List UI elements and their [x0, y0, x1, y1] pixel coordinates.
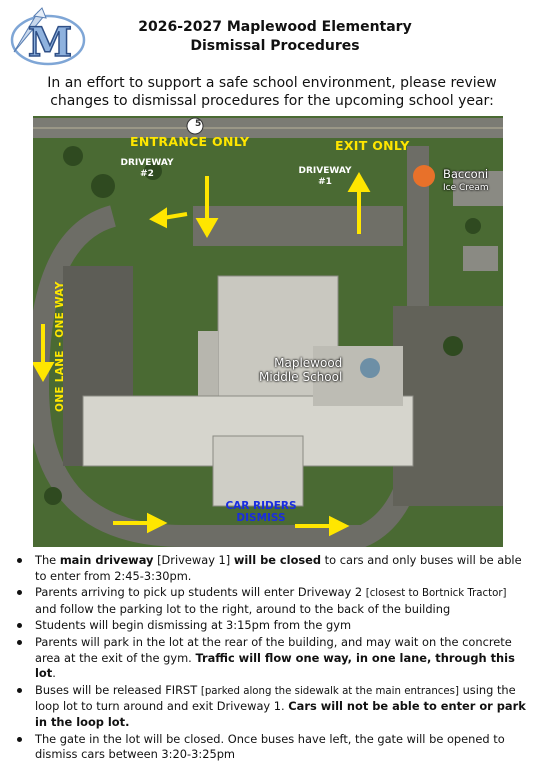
- driveway-2-number: #2: [140, 169, 154, 179]
- driveway-2-label: [117, 158, 177, 180]
- car-riders-line-2: DISMISS: [236, 512, 286, 524]
- school-logo: [8, 6, 88, 66]
- list-item: Parents will park in the lot at the rear of the building, and may wait on the concrete area at the exit of the gym. Traffic will flow one way, in one lane, through this lot.: [14, 635, 528, 682]
- entrance-only-label: ENTRANCE ONLY: [130, 134, 250, 149]
- list-item: Students will begin dismissing at 3:15pm from the gym: [14, 618, 528, 634]
- driveway-1-number: #1: [318, 177, 332, 187]
- school-place-label: [259, 356, 342, 384]
- driveway-2-text: DRIVEWAY: [120, 158, 174, 168]
- school-name-line-1: Maplewood: [274, 356, 343, 370]
- title-line-2: Dismissal Procedures: [190, 38, 360, 54]
- business-name: Bacconi: [443, 167, 489, 181]
- driveway-1-text: DRIVEWAY: [298, 166, 352, 176]
- intro-text: In an effort to support a safe school environment, please review changes to dismissal procedures for the upcoming school year:: [47, 75, 497, 109]
- driveway-1-label: [295, 166, 355, 188]
- business-subtitle: Ice Cream: [443, 183, 489, 193]
- school-name-line-2: Middle School: [259, 370, 343, 384]
- one-lane-one-way-label: ONE LANE - ONE WAY: [54, 281, 66, 412]
- title-line-1: 2026-2027 Maplewood Elementary: [138, 19, 412, 35]
- list-item: Buses will be released FIRST [parked along the sidewalk at the main entrances] using the loop lot to turn around and exit Driveway 1. Cars will not be able to enter or park in the loop lot.: [14, 683, 528, 731]
- procedures-list: [14, 553, 528, 764]
- list-item: Parents arriving to pick up students will enter Driveway 2 [closest to Bortnick Tractor] and follow the parking lot to the right, around to the back of the building: [14, 585, 528, 617]
- page-title: [110, 18, 440, 56]
- car-riders-line-1: CAR RIDERS: [225, 500, 297, 512]
- list-item: The main driveway [Driveway 1] will be closed to cars and only buses will be able to enter from 2:45-3:30pm.: [14, 553, 528, 584]
- business-place-label: [443, 167, 489, 195]
- logo-letter: M: [27, 19, 73, 66]
- list-item: The gate in the lot will be closed. Once buses have left, the gate will be opened to dismiss cars between 3:20-3:25pm: [14, 732, 528, 763]
- road-marker: 5: [195, 119, 202, 129]
- exit-only-label: EXIT ONLY: [335, 138, 410, 153]
- dismissal-map: [33, 116, 503, 547]
- car-riders-dismiss-label: [221, 500, 301, 524]
